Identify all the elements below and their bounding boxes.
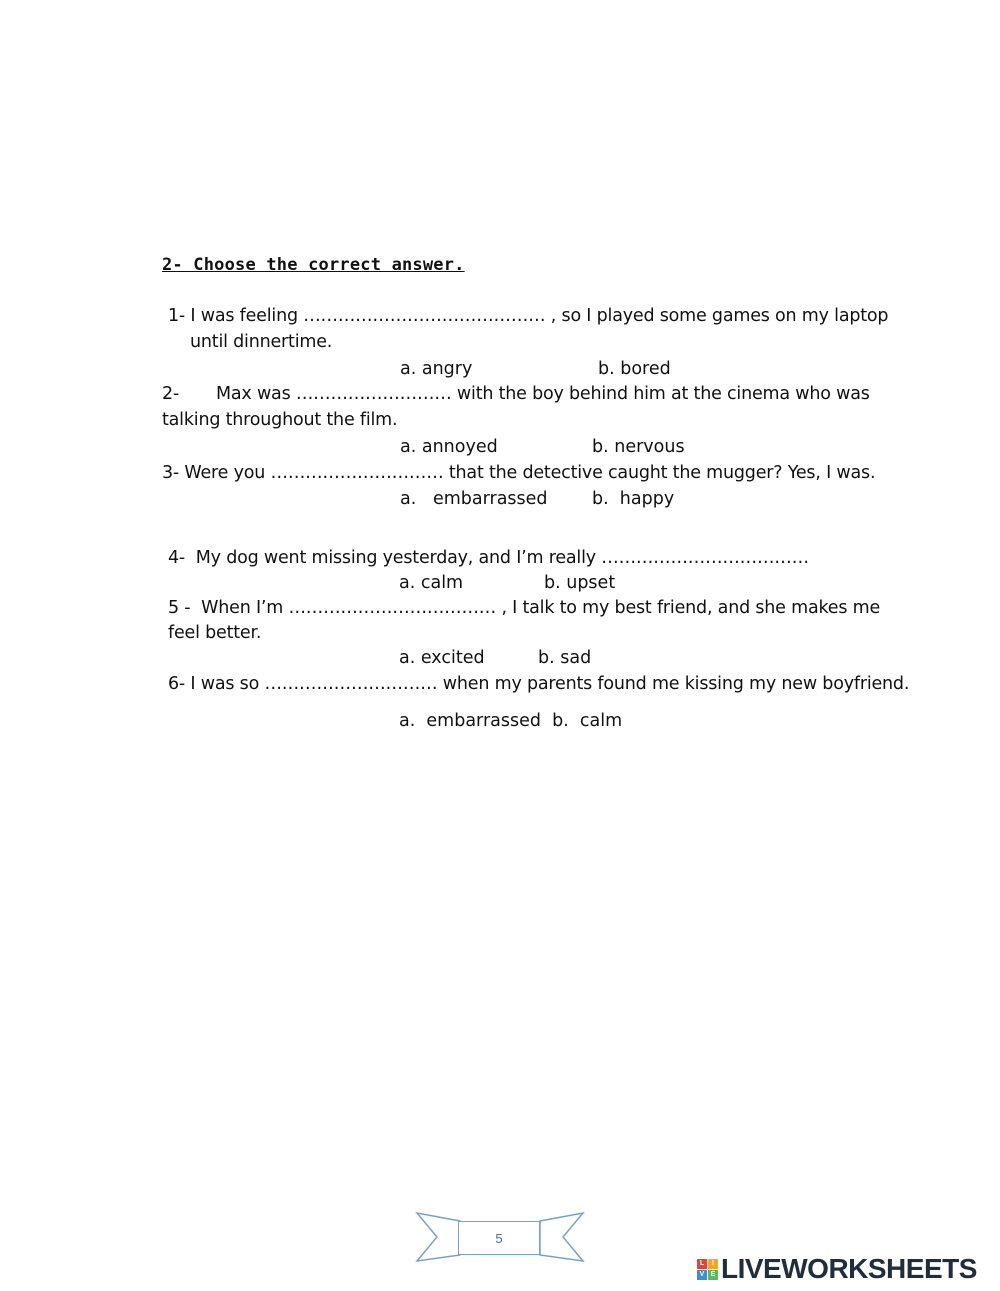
question-5-line-1: 5 - When I’m ……………………………… , I talk to my best friend, and she makes me [168,598,881,618]
question-6-options[interactable]: a. embarrassed b. calm [399,711,623,731]
exercise-title: 2- Choose the correct answer. [162,255,465,275]
logo-letter-e: E [708,1270,718,1280]
question-2-option-a[interactable]: a. annoyed [400,437,498,457]
question-2-number: 2- [162,384,180,404]
ribbon-right-tail [540,1213,583,1261]
question-3-option-a[interactable]: a. embarrassed [400,489,548,509]
liveworksheets-logo-icon [697,1259,718,1280]
question-6-line-1: 6- I was so ………………………… when my parents found me kissing my new boyfriend. [168,674,910,694]
logo-letter-i: I [708,1259,718,1269]
question-4-option-a[interactable]: a. calm [399,573,464,593]
question-4-option-b[interactable]: b. upset [544,573,616,593]
question-3-option-b[interactable]: b. happy [592,489,675,509]
question-1-option-a[interactable]: a. angry [400,359,473,379]
question-1-option-b[interactable]: b. bored [598,359,671,379]
question-1-line-2: until dinnertime. [190,332,333,352]
question-5-option-a[interactable]: a. excited [399,648,485,668]
ribbon-left-tail [417,1213,460,1261]
question-2-line-2: talking throughout the film. [162,410,398,430]
page-number: 5 [458,1221,540,1255]
question-4-line-1: 4- My dog went missing yesterday, and I’m really ……………………………… [168,548,809,568]
brand-name: LIVEWORKSHEETS [721,1253,977,1284]
logo-letter-l: L [697,1259,707,1269]
question-3-line-1: 3- Were you ………………………… that the detective caught the mugger? Yes, I was. [162,463,876,483]
logo-letter-v: V [697,1270,707,1280]
question-5-option-b[interactable]: b. sad [538,648,592,668]
question-2-line-1: Max was ……………………… with the boy behind him at the cinema who was [216,384,870,404]
liveworksheets-brand[interactable] [697,1252,977,1286]
question-2-option-b[interactable]: b. nervous [592,437,685,457]
question-1-line-1: 1- I was feeling …………………………………… , so I played some games on my laptop [168,306,889,326]
question-5-line-2: feel better. [168,623,262,643]
